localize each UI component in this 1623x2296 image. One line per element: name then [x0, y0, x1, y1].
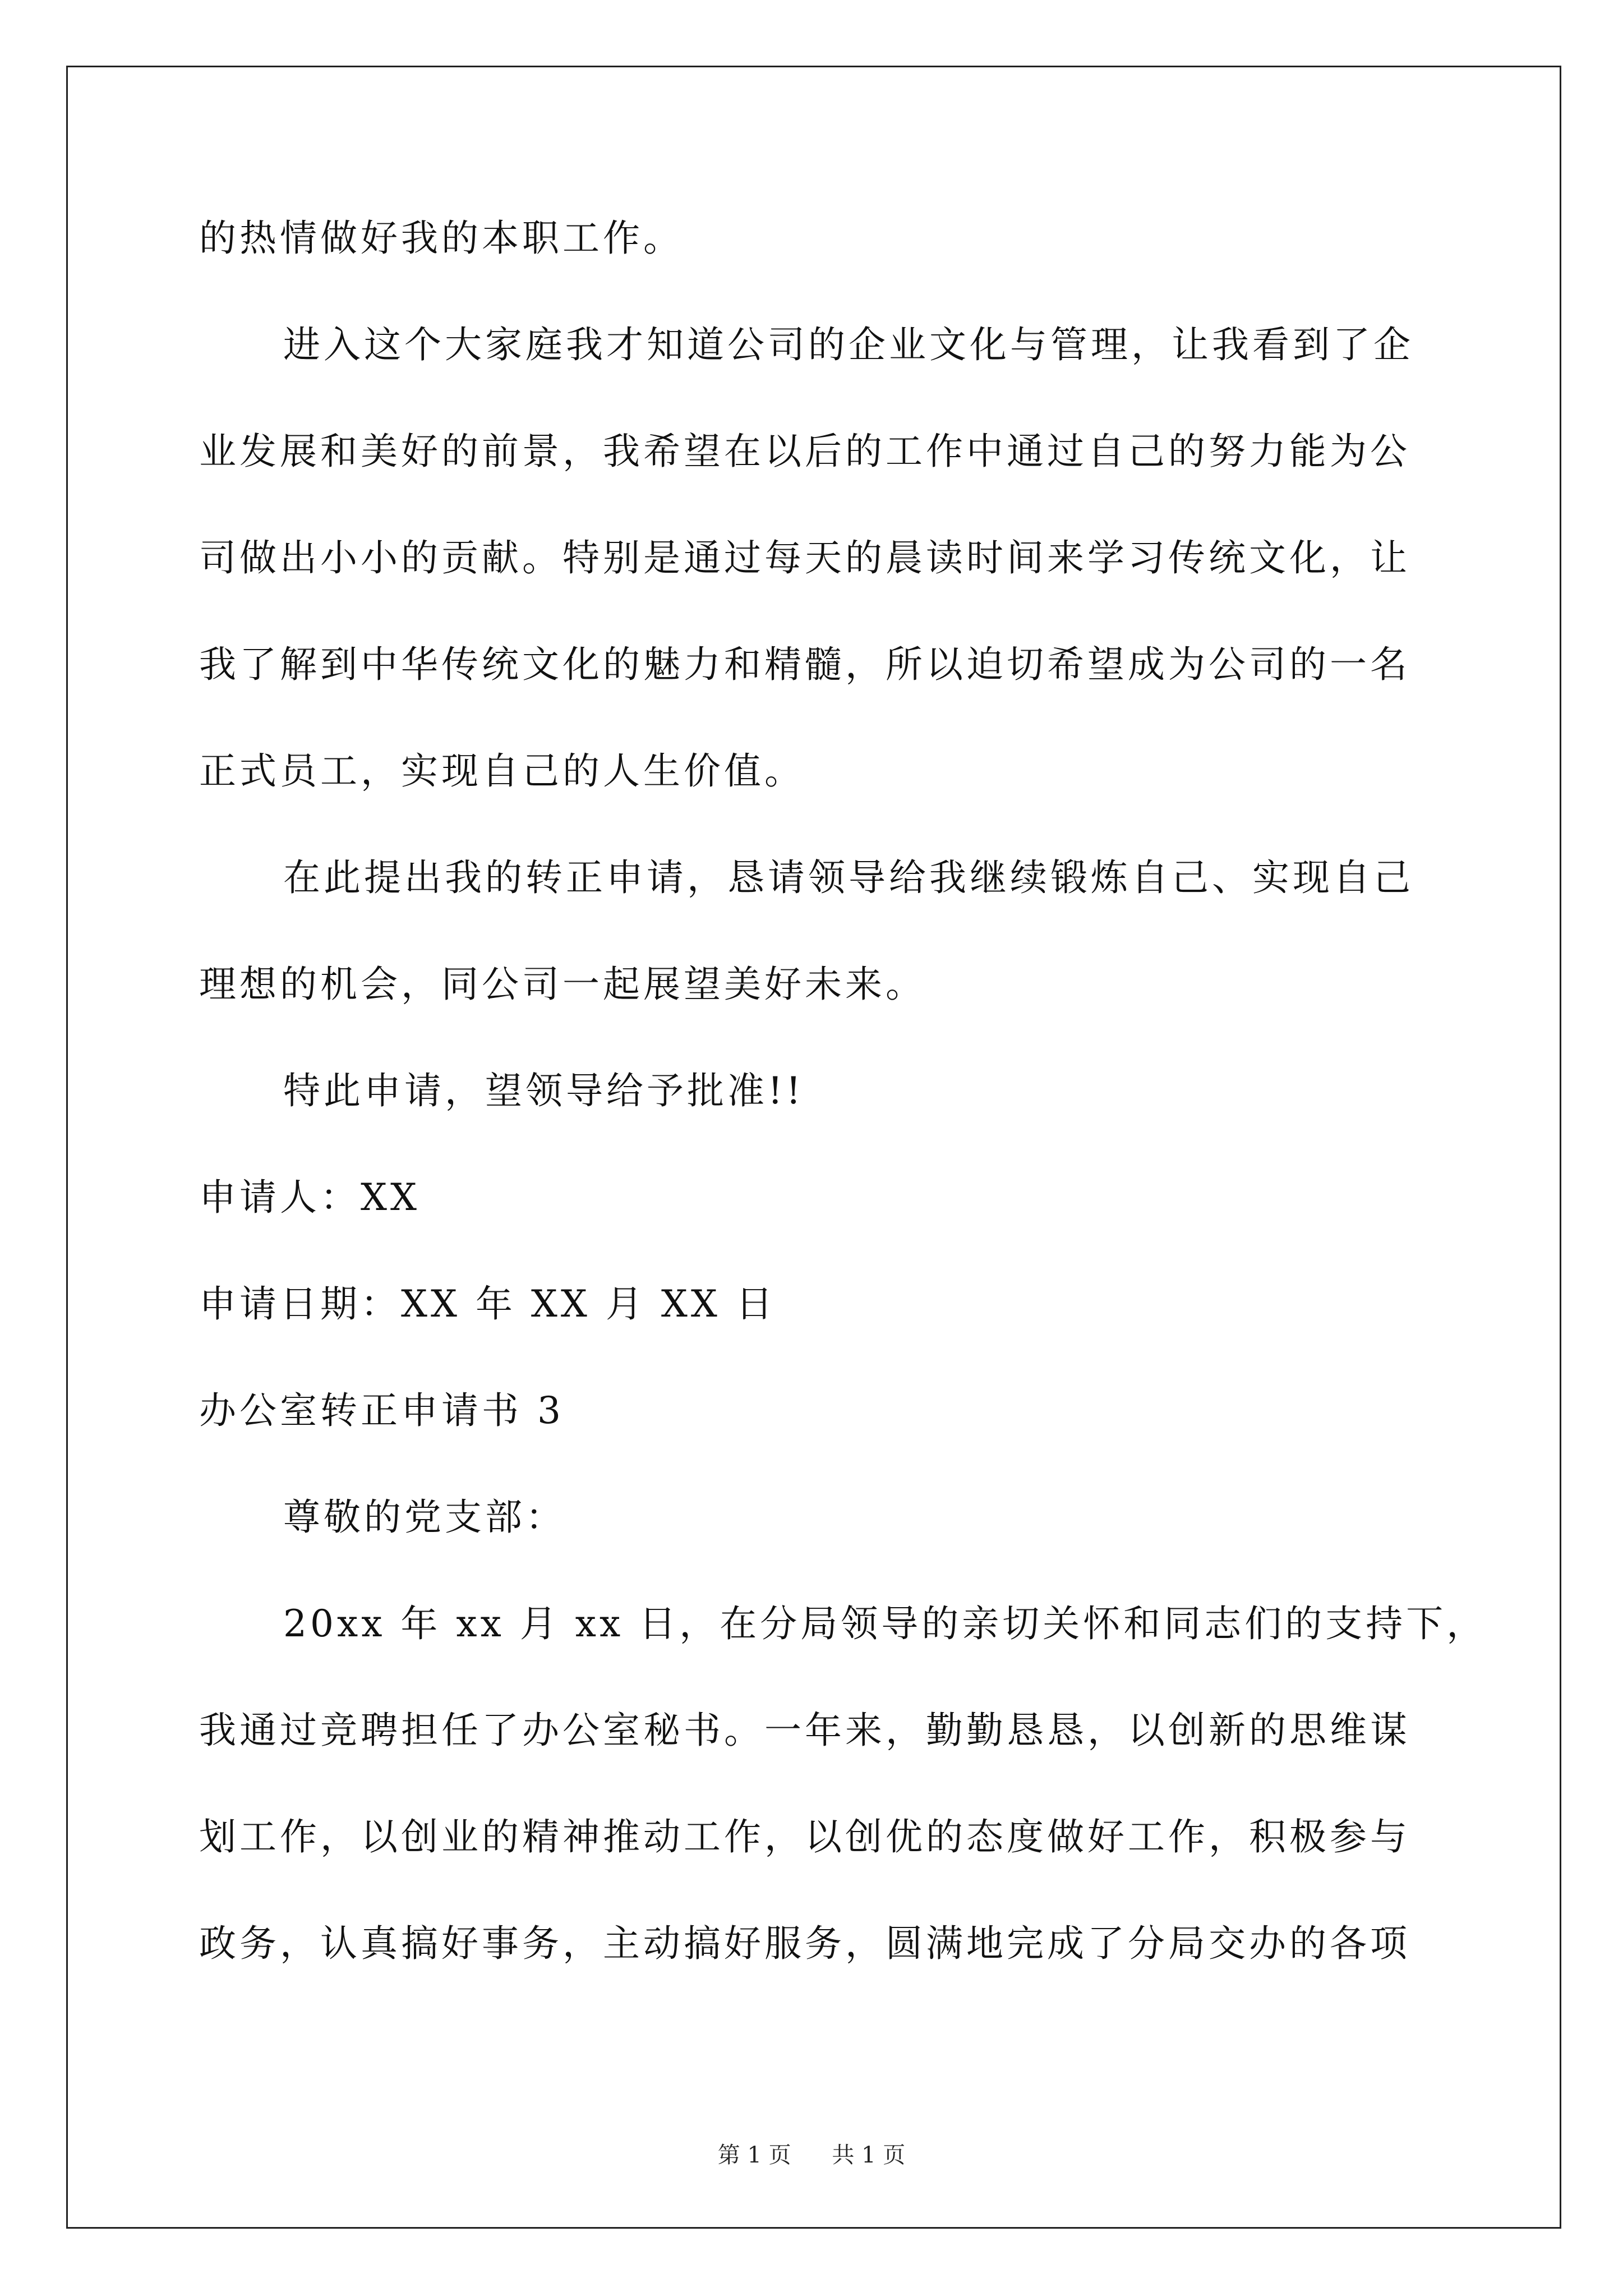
text-line: 在此提出我的转正申请，恳请领导给我继续锻炼自己、实现自己	[283, 856, 1414, 899]
page-number: 第 1 页	[717, 2142, 791, 2168]
applicant-line: 申请人：XX	[199, 1176, 420, 1219]
salutation: 尊敬的党支部：	[283, 1496, 566, 1539]
text-line: 特此申请，望领导给予批准!!	[283, 1069, 805, 1112]
text-line: 正式员工，实现自己的人生价值。	[199, 749, 805, 793]
text-line: 理想的机会，同公司一起展望美好未来。	[199, 963, 926, 1006]
page-total: 共 1 页	[832, 2142, 906, 2168]
text-line: 我通过竞聘担任了办公室秘书。一年来，勤勤恳恳，以创新的思维谋	[199, 1709, 1410, 1752]
text-line: 政务，认真搞好事务，主动搞好服务，圆满地完成了分局交办的各项	[199, 1922, 1410, 1965]
page-footer	[0, 2137, 1623, 2169]
text-line: 司做出小小的贡献。特别是通过每天的晨读时间来学习传统文化，让	[199, 536, 1410, 579]
text-line: 业发展和美好的前景，我希望在以后的工作中通过自己的努力能为公	[199, 430, 1410, 473]
text-line: 20xx 年 xx 月 xx 日，在分局领导的亲切关怀和同志们的支持下，	[283, 1602, 1487, 1645]
section-heading: 办公室转正申请书 3	[199, 1389, 564, 1432]
text-line: 进入这个大家庭我才知道公司的企业文化与管理，让我看到了企	[283, 323, 1414, 366]
document-body	[199, 185, 1487, 1997]
text-line: 划工作，以创业的精神推动工作，以创优的态度做好工作，积极参与	[199, 1815, 1410, 1858]
text-line: 的热情做好我的本职工作。	[199, 217, 684, 260]
application-date-line: 申请日期：XX 年 XX 月 XX 日	[199, 1282, 776, 1326]
text-line: 我了解到中华传统文化的魅力和精髓，所以迫切希望成为公司的一名	[199, 643, 1410, 686]
